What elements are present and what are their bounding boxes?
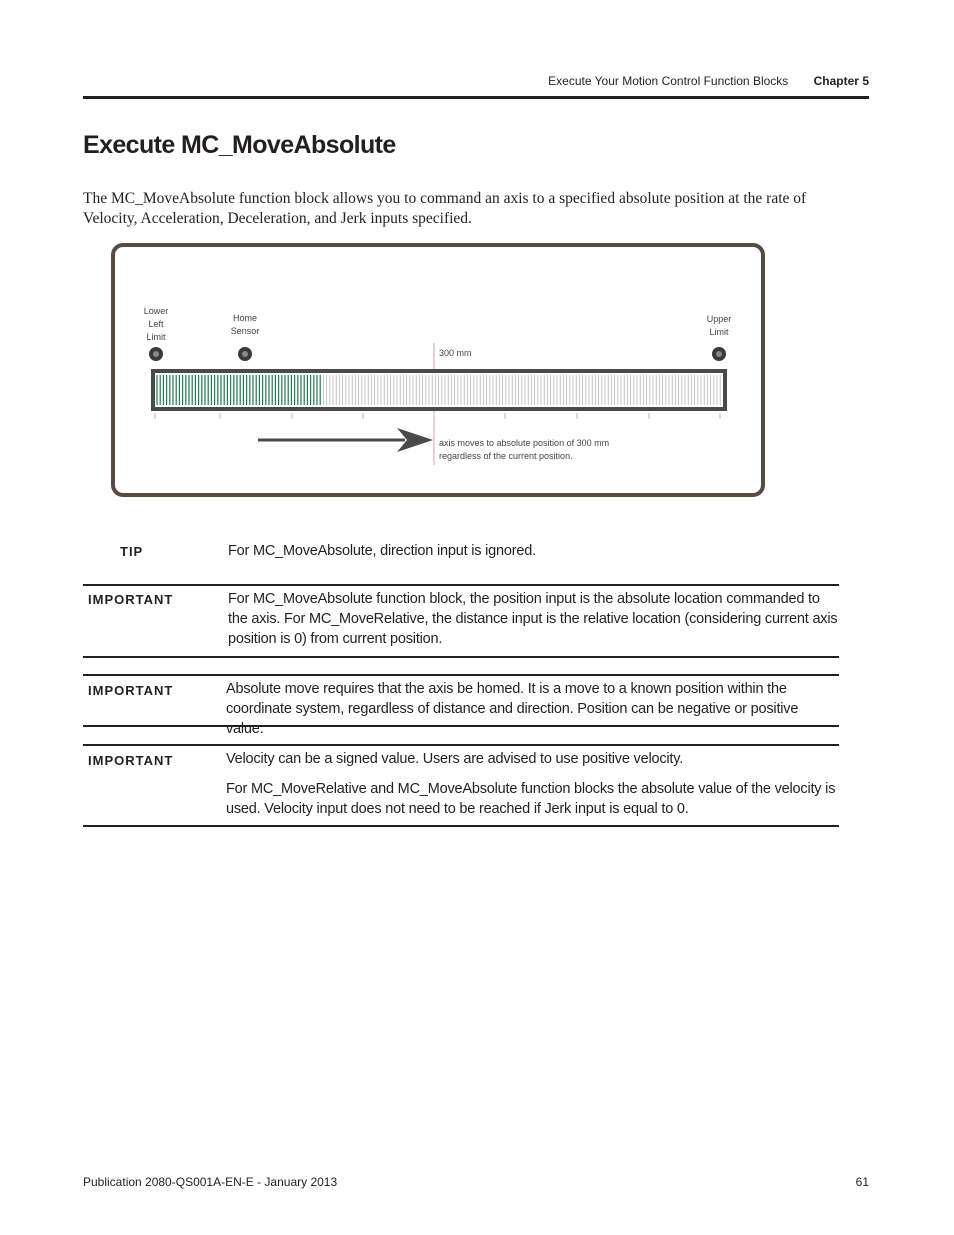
important-text-2	[226, 679, 839, 739]
target-position-label: 300 mm	[439, 348, 472, 358]
important-label: IMPORTANT	[88, 592, 174, 607]
header-chapter: Chapter 5	[813, 74, 869, 88]
important-text-1	[228, 589, 839, 649]
important-1-paragraph: For MC_MoveAbsolute function block, the position input is the absolute location commanded to the axis. For MC_MoveRelative, the distance input is the relative location (considering current axis position is 0) from current position.	[228, 591, 838, 647]
header-rule	[83, 96, 869, 99]
running-header	[548, 74, 869, 88]
page-title: Execute MC_MoveAbsolute	[83, 131, 396, 159]
move-note-line2: regardless of the current position.	[439, 451, 573, 461]
important-note-1	[83, 584, 839, 658]
move-note	[439, 437, 609, 463]
important-3-paragraph-1: Velocity can be a signed value. Users are advised to use positive velocity.	[226, 751, 684, 767]
important-label: IMPORTANT	[88, 753, 174, 768]
important-2-paragraph: Absolute move requires that the axis be homed. It is a move to a known position within the coordinate system, regardless of distance and direction. Position can be negative or positive value.	[226, 681, 799, 737]
move-direction-arrow-icon	[258, 428, 433, 452]
important-3-paragraph-2: For MC_MoveRelative and MC_MoveAbsolute function blocks the absolute value of the velocity is used. Velocity input does not need to be reached if Jerk input is equal to 0.	[226, 781, 836, 817]
axis-scale-ticks	[155, 413, 720, 419]
tip-note	[83, 535, 839, 575]
axis-rail	[151, 369, 727, 411]
important-label: IMPORTANT	[88, 683, 174, 698]
intro-paragraph: The MC_MoveAbsolute function block allows you to command an axis to a specified absolute position at the rate of Velocity, Acceleration, Deceleration, and Jerk inputs specified.	[83, 190, 807, 227]
important-text-3	[226, 749, 839, 819]
upper-limit-sensor-icon	[712, 347, 726, 361]
tip-paragraph: For MC_MoveAbsolute, direction input is ignored.	[228, 543, 536, 559]
page-number: 61	[855, 1175, 869, 1189]
move-note-line1: axis moves to absolute position of 300 mm	[439, 438, 610, 448]
home-sensor-label: Home Sensor	[230, 313, 260, 336]
lower-left-limit-label: Lower Left Limit	[143, 306, 169, 342]
upper-limit-label: Upper Limit	[706, 314, 732, 337]
axis-diagram-svg	[115, 247, 761, 493]
lower-left-limit-sensor-icon	[149, 347, 163, 361]
header-section-title: Execute Your Motion Control Function Blocks	[548, 74, 789, 88]
tip-text	[228, 541, 838, 561]
axis-diagram	[111, 243, 765, 497]
important-note-3	[83, 744, 839, 827]
tip-label: TIP	[120, 544, 144, 559]
important-note-2	[83, 674, 839, 737]
footer-publication: Publication 2080-QS001A-EN-E - January 2013	[83, 1175, 338, 1189]
home-sensor-icon	[238, 347, 252, 361]
